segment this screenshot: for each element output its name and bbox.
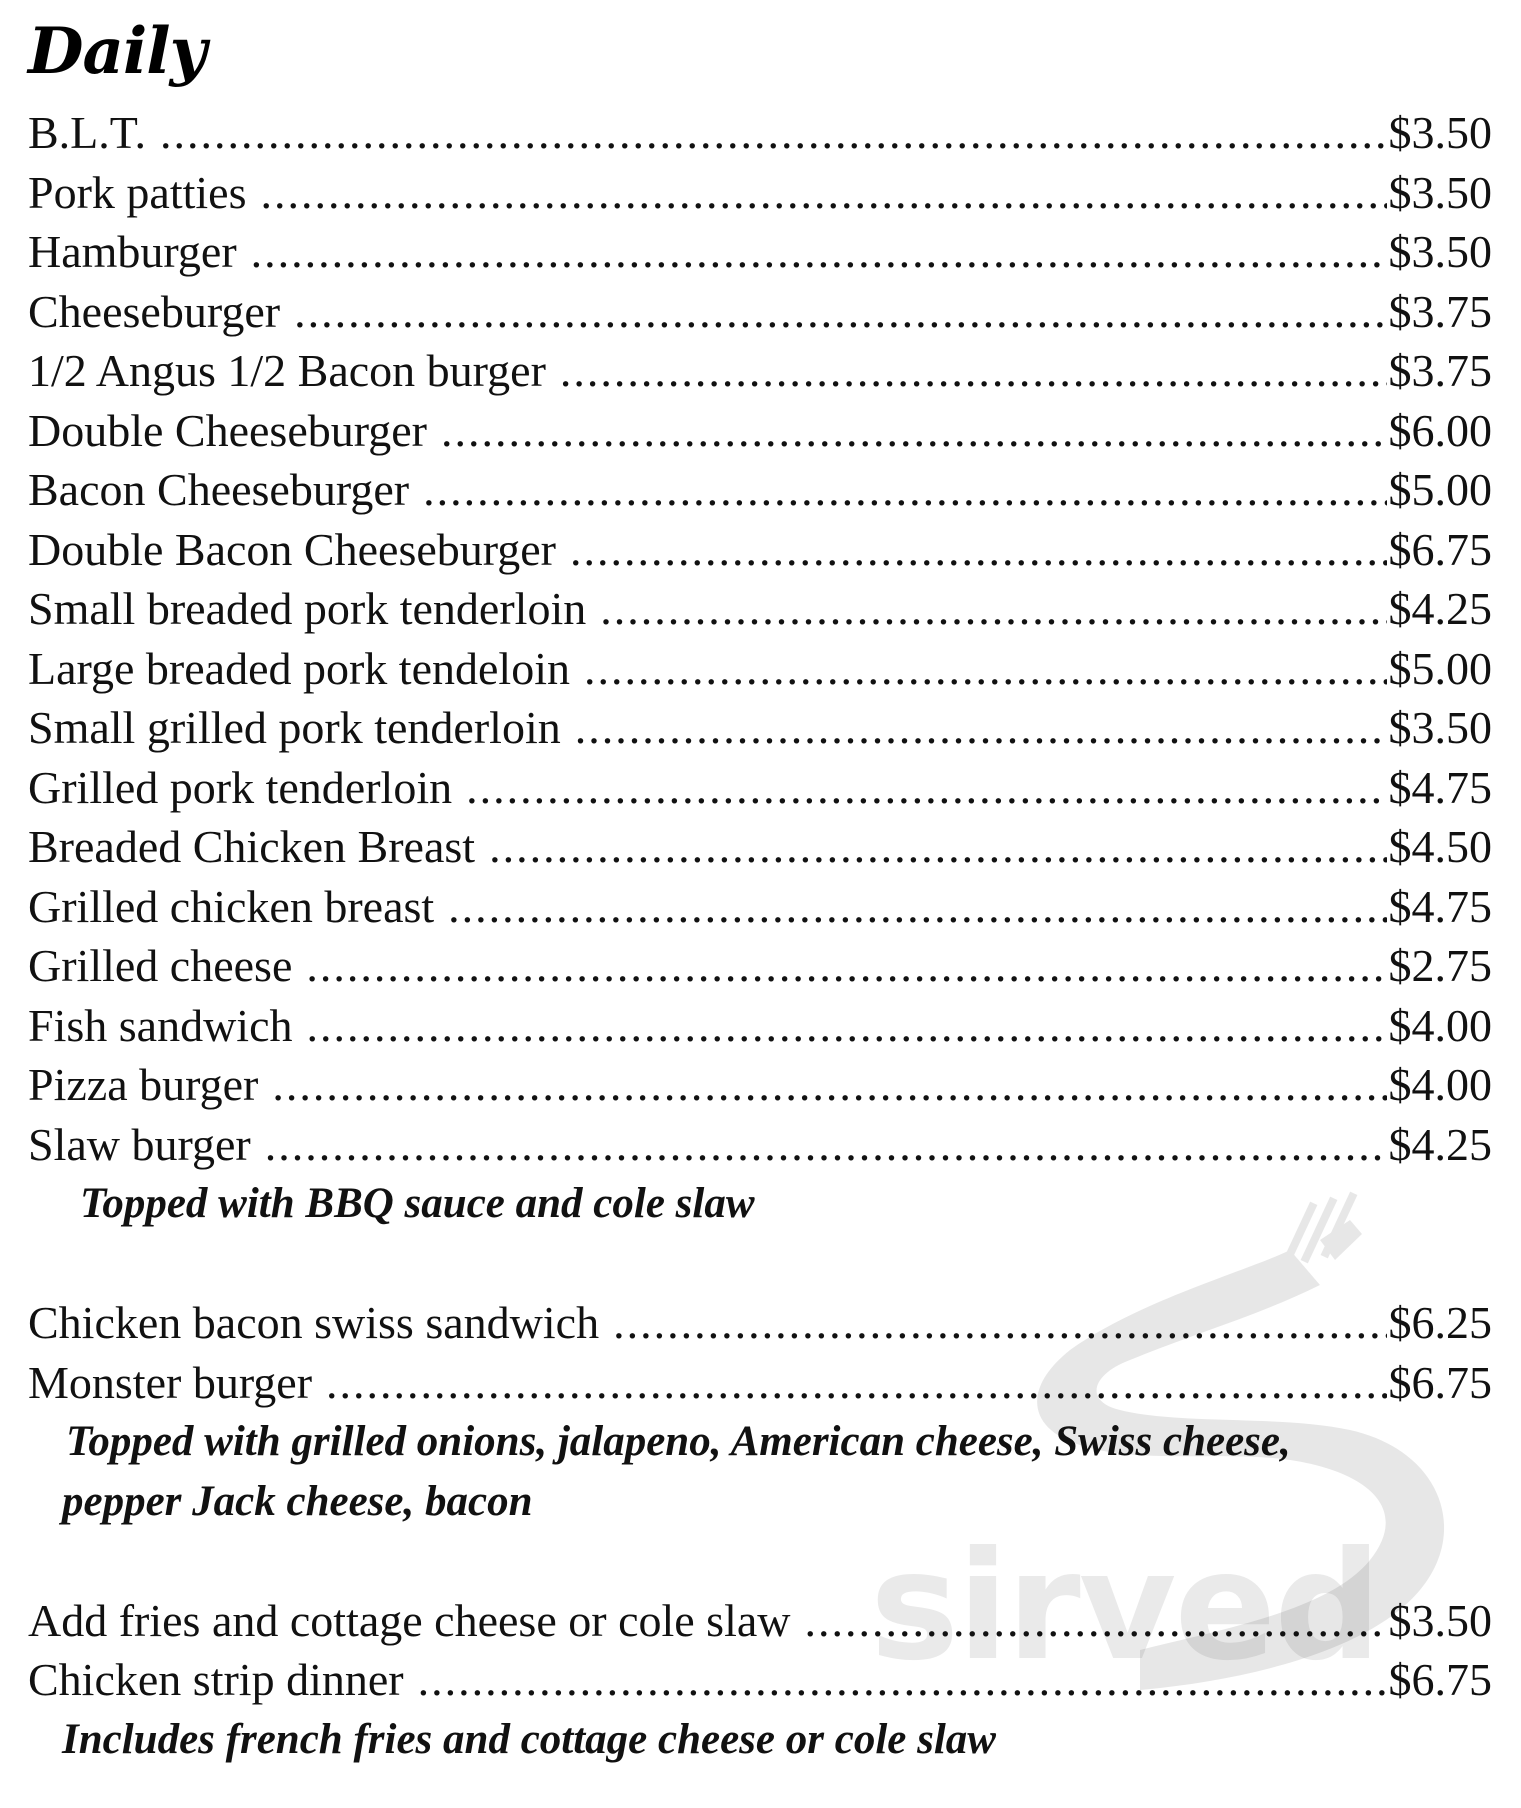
menu-item-name: Grilled pork tenderloin <box>28 761 453 813</box>
dot-leader <box>265 1115 1387 1175</box>
dot-leader <box>560 341 1387 401</box>
menu-item <box>28 401 1492 461</box>
item-note: Includes french fries and cottage cheese or cole slaw <box>62 1715 996 1763</box>
menu-item <box>28 579 1492 639</box>
dot-leader <box>418 1650 1387 1710</box>
menu-item-price: $4.00 <box>1388 1059 1492 1110</box>
menu-item <box>28 1353 1492 1413</box>
dot-leader <box>160 103 1387 163</box>
menu-item-price: $4.00 <box>1388 999 1492 1051</box>
menu-item <box>28 996 1492 1056</box>
dot-leader <box>294 282 1386 342</box>
dot-leader <box>600 579 1386 639</box>
menu-item <box>28 758 1492 818</box>
item-note: Topped with grilled onions, jalapeno, American cheese, Swiss cheese, <box>66 1418 1291 1465</box>
menu-item <box>28 103 1492 163</box>
watermark-label: sirved <box>870 1520 1380 1694</box>
dot-leader <box>466 758 1386 818</box>
dot-leader <box>575 698 1387 758</box>
menu-item-price: $3.50 <box>1388 107 1492 158</box>
menu-item <box>28 282 1492 342</box>
menu-item <box>28 460 1492 520</box>
menu-item-price: $6.75 <box>1388 523 1492 575</box>
dot-leader <box>448 877 1386 937</box>
menu-item-price: $3.50 <box>1388 1594 1492 1646</box>
menu-item-name: B.L.T. <box>28 107 146 158</box>
menu-item-name: Double Cheeseburger <box>28 404 427 456</box>
menu-item-name: Grilled chicken breast <box>28 880 435 932</box>
menu-item-name: Large breaded pork tendeloin <box>28 642 570 694</box>
menu-item <box>28 936 1492 996</box>
menu-item <box>28 163 1492 223</box>
menu-item-name: Pizza burger <box>28 1059 259 1110</box>
menu-item-price: $3.75 <box>1388 285 1492 337</box>
menu-item <box>28 1293 1492 1353</box>
menu-item-price: $3.50 <box>1388 166 1492 218</box>
menu-item <box>28 1650 1492 1710</box>
dot-leader <box>423 460 1386 520</box>
menu-item-name: Add fries and cottage cheese or cole slaw <box>28 1594 791 1646</box>
menu-item-price: $6.75 <box>1388 1654 1492 1705</box>
menu-item-price: $6.00 <box>1388 404 1492 456</box>
dot-leader <box>570 520 1387 580</box>
dot-leader <box>489 817 1386 877</box>
menu-item-name: Double Bacon Cheeseburger <box>28 523 556 575</box>
spacer <box>28 1234 1492 1294</box>
section-title: Daily <box>28 14 206 89</box>
menu-item <box>28 877 1492 937</box>
menu-item-name: Chicken strip dinner <box>28 1654 404 1705</box>
menu-item <box>28 698 1492 758</box>
menu-item <box>28 1055 1492 1115</box>
dot-leader <box>306 936 1386 996</box>
dot-leader <box>326 1353 1386 1413</box>
menu-item-price: $4.75 <box>1388 880 1492 932</box>
menu-item-price: $6.75 <box>1388 1356 1492 1408</box>
dot-leader <box>251 222 1387 282</box>
menu-item-name: Slaw burger <box>28 1118 251 1170</box>
menu-item-name: Pork patties <box>28 166 247 218</box>
menu-item-price: $4.75 <box>1388 761 1492 813</box>
menu-item-name: Hamburger <box>28 226 237 277</box>
menu-item-name: Small breaded pork tenderloin <box>28 583 587 634</box>
menu-item <box>28 639 1492 699</box>
item-note: Topped with BBQ sauce and cole slaw <box>80 1180 755 1227</box>
dot-leader <box>272 1055 1386 1115</box>
menu-item-name: Bacon Cheeseburger <box>28 464 410 515</box>
dot-leader <box>441 401 1387 461</box>
dot-leader <box>307 996 1387 1056</box>
dot-leader <box>613 1293 1386 1353</box>
menu-item-name: Fish sandwich <box>28 999 293 1051</box>
menu-item-name: 1/2 Angus 1/2 Bacon burger <box>28 345 546 396</box>
menu-item-price: $3.50 <box>1388 702 1492 753</box>
menu-item-price: $4.25 <box>1388 583 1492 634</box>
dot-leader <box>805 1591 1387 1651</box>
menu-item-price: $5.00 <box>1388 642 1492 694</box>
spacer <box>28 1531 1492 1591</box>
dot-leader <box>584 639 1387 699</box>
menu-item-name: Breaded Chicken Breast <box>28 821 476 872</box>
menu-list <box>28 103 1492 1769</box>
menu-item-price: $4.50 <box>1388 821 1492 872</box>
menu-item-price: $5.00 <box>1388 464 1492 515</box>
menu-item-name: Small grilled pork tenderloin <box>28 702 561 753</box>
menu-item-name: Monster burger <box>28 1356 313 1408</box>
menu-item-name: Grilled cheese <box>28 940 293 991</box>
menu-item-price: $2.75 <box>1388 940 1492 991</box>
menu-item-price: $4.25 <box>1388 1118 1492 1170</box>
menu-item <box>28 520 1492 580</box>
menu-item-price: $3.50 <box>1388 226 1492 277</box>
menu-item <box>28 817 1492 877</box>
menu-item-name: Cheeseburger <box>28 285 281 337</box>
menu-item-price: $3.75 <box>1388 345 1492 396</box>
menu-item-price: $6.25 <box>1388 1297 1492 1348</box>
item-note: pepper Jack cheese, bacon <box>62 1477 533 1525</box>
menu-item-name: Chicken bacon swiss sandwich <box>28 1297 600 1348</box>
menu-item <box>28 222 1492 282</box>
dot-leader <box>260 163 1386 223</box>
menu-item <box>28 1115 1492 1175</box>
menu-item <box>28 1591 1492 1651</box>
menu-item <box>28 341 1492 401</box>
